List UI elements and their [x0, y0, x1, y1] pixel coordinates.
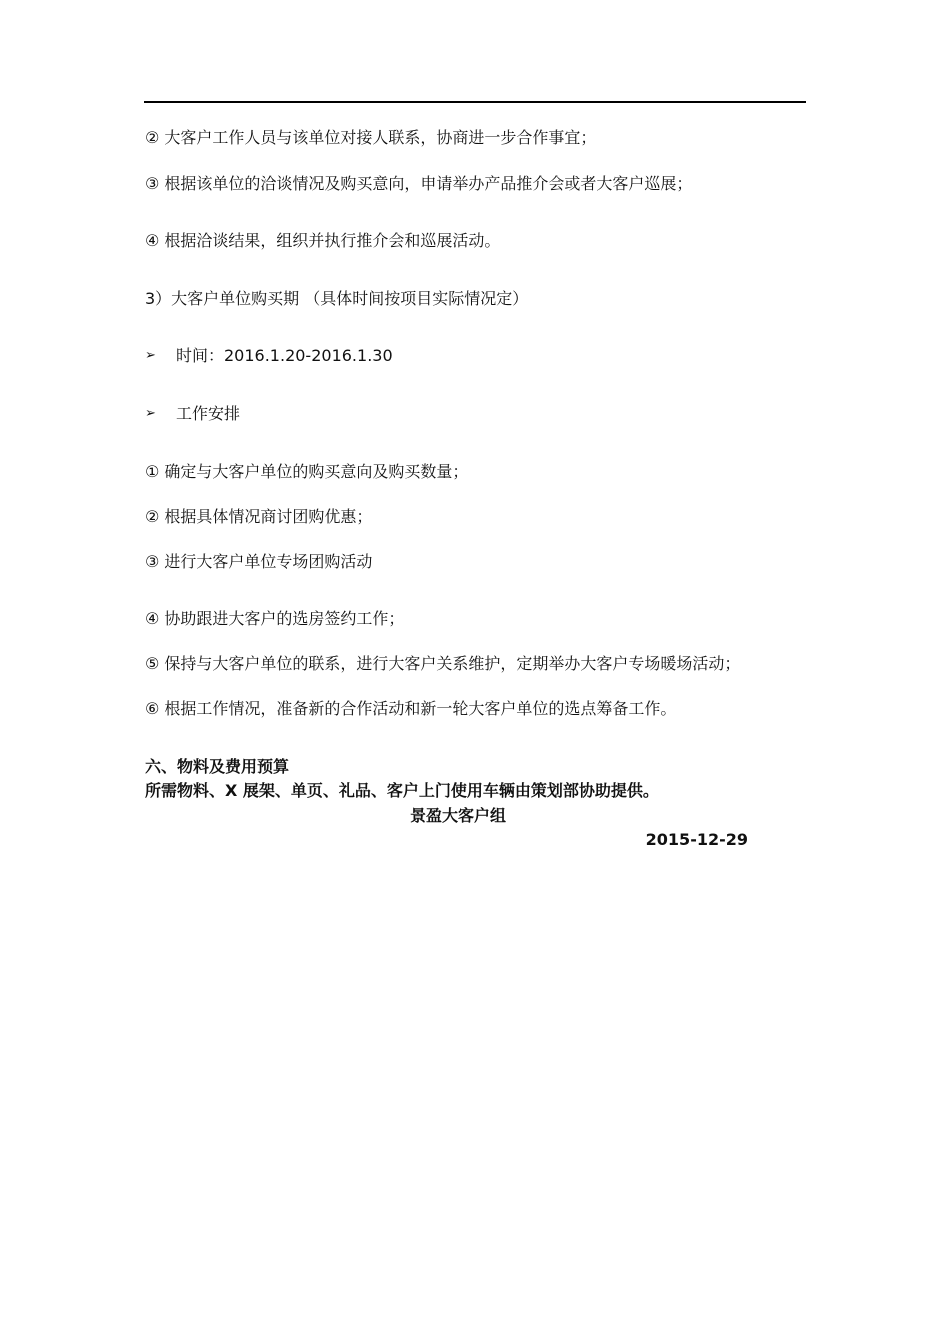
arrow-bullet-icon: ➢ — [145, 348, 156, 363]
task-5: ⑤ 保持与大客户单位的联系，进行大客户关系维护，定期举办大客户专场暖场活动； — [145, 654, 741, 673]
task-2: ② 根据具体情况商讨团购优惠； — [145, 507, 373, 526]
work-arrangement-label: 工作安排 — [176, 404, 241, 423]
task-6: ⑥ 根据工作情况，准备新的合作活动和新一轮大客户单位的选点筹备工作。 — [145, 699, 677, 718]
section-heading: 六、物料及费用预算 — [145, 757, 290, 776]
task-4: ④ 协助跟进大客户的选房签约工作； — [145, 609, 405, 628]
section-body: 所需物料、X 展架、单页、礼品、客户上门使用车辆由策划部协助提供。 — [145, 781, 659, 800]
phase-3-heading: 3）大客户单位购买期 （具体时间按项目实际情况定） — [145, 289, 529, 308]
signature-name: 景盈大客户组 — [410, 806, 507, 825]
step-3-apply-event: ③ 根据该单位的洽谈情况及购买意向，申请举办产品推介会或者大客户巡展； — [145, 174, 693, 193]
time-range: 时间：2016.1.20-2016.1.30 — [176, 346, 393, 365]
task-3: ③ 进行大客户单位专场团购活动 — [145, 552, 373, 571]
step-2-contact: ② 大客户工作人员与该单位对接人联系，协商进一步合作事宜； — [145, 128, 597, 147]
step-4-execute: ④ 根据洽谈结果，组织并执行推介会和巡展活动。 — [145, 231, 501, 250]
header-rule — [144, 101, 806, 103]
arrow-bullet-icon: ➢ — [145, 406, 156, 421]
signature-date: 2015-12-29 — [645, 830, 748, 849]
task-1: ① 确定与大客户单位的购买意向及购买数量； — [145, 462, 469, 481]
